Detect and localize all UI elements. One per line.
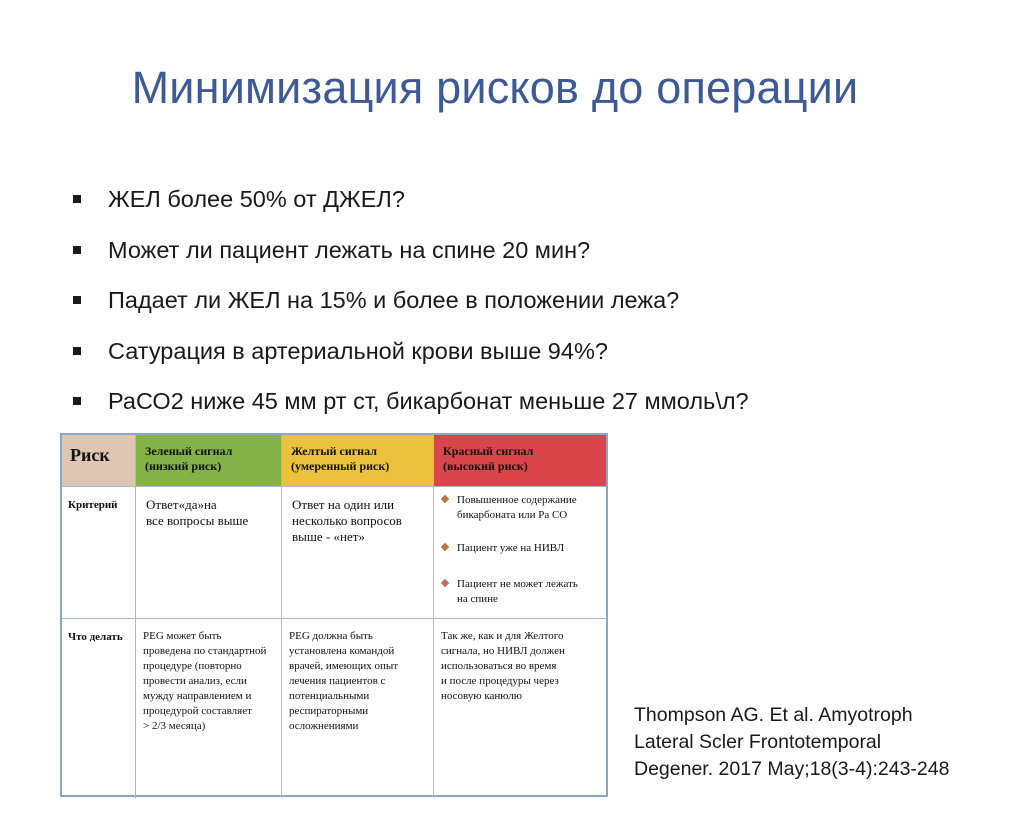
red-criteria-item: Повышенное содержание бикарбоната или Ра СО — [440, 493, 602, 523]
question-text: РаСО2 ниже 45 мм рт ст, бикарбонат меньше 27 ммоль\л? — [108, 388, 749, 414]
green-action-line: провести анализ, если — [143, 675, 247, 687]
questions-list — [68, 182, 749, 435]
yellow-signal-subtitle: (умеренный риск) — [291, 459, 390, 473]
green-criteria-line: все вопросы выше — [146, 513, 249, 528]
yellow-action-line: лечения пациентов с — [289, 675, 386, 687]
green-action-line: мужду направлением и — [143, 690, 252, 702]
red-action-line: носовую канюлю — [441, 690, 522, 702]
yellow-action-line: осложнениями — [289, 720, 359, 732]
diamond-bullet-icon — [441, 495, 449, 503]
square-bullet-icon — [73, 296, 81, 304]
red-action-cell — [433, 619, 606, 798]
criteria-label: Критерий — [68, 499, 118, 511]
question-item — [68, 283, 749, 317]
red-action-line: сигнала, но НИВЛ должен — [441, 645, 565, 657]
red-action-line: и после процедуры через — [441, 675, 559, 687]
red-criteria-list — [440, 493, 602, 607]
yellow-action-line: установлена командой — [289, 645, 395, 657]
risk-header-label: Риск — [70, 445, 110, 465]
green-action-line: проведена по стандартной — [143, 645, 267, 657]
square-bullet-icon — [73, 397, 81, 405]
square-bullet-icon — [73, 246, 81, 254]
green-criteria-line: Ответ«да»на — [146, 497, 217, 512]
question-item — [68, 182, 749, 216]
red-criteria-cell — [433, 487, 606, 619]
yellow-criteria-line: несколько вопросов — [292, 513, 402, 528]
red-action-line: Так же, как и для Желтого — [441, 630, 564, 642]
square-bullet-icon — [73, 195, 81, 203]
green-signal-header — [135, 435, 281, 486]
action-label: Что делать — [68, 631, 123, 643]
yellow-criteria-cell — [281, 487, 433, 619]
citation-line: Degener. 2017 May;18(3-4):243-248 — [634, 758, 950, 780]
yellow-criteria-line: выше - «нет» — [292, 529, 365, 544]
risk-header-cell — [62, 435, 135, 486]
red-action-line: использоваться во время — [441, 660, 557, 672]
criteria-row — [62, 486, 606, 619]
question-item — [68, 233, 749, 267]
green-action-line: процедуре (повторно — [143, 660, 242, 672]
green-signal-subtitle: (низкий риск) — [145, 459, 222, 473]
green-action-line: > 2/3 месяца) — [143, 720, 206, 732]
red-criteria-item: Пациент уже на НИВЛ — [440, 541, 602, 556]
action-row — [62, 618, 606, 798]
green-criteria-cell — [135, 487, 281, 619]
yellow-action-line: врачей, имеющих опыт — [289, 660, 399, 672]
criteria-label-cell — [62, 487, 135, 619]
citation-line: Lateral Scler Frontotemporal — [634, 731, 882, 753]
yellow-criteria-line: Ответ на один или — [292, 497, 395, 512]
risk-table — [60, 433, 608, 797]
red-signal-subtitle: (высокий риск) — [443, 459, 528, 473]
yellow-signal-header — [281, 435, 433, 486]
green-action-cell — [135, 619, 281, 798]
question-text: Может ли пациент лежать на спине 20 мин? — [108, 236, 591, 263]
yellow-action-cell — [281, 619, 433, 798]
red-criteria-item: Пациент не может лежать на спине — [440, 577, 602, 607]
question-text: ЖЕЛ более 50% от ДЖЕЛ? — [108, 186, 405, 212]
question-item — [68, 334, 749, 368]
yellow-action-line: потенциальными — [289, 690, 370, 702]
square-bullet-icon — [73, 347, 81, 355]
green-action-line: PEG может быть — [143, 630, 222, 642]
red-signal-header — [433, 435, 606, 486]
citation-line: Thompson AG. Et al. Amyotroph — [634, 704, 913, 726]
action-label-cell — [62, 619, 135, 798]
green-signal-title: Зеленый сигнал — [145, 444, 233, 458]
green-action-line: процедурой составляет — [143, 705, 252, 717]
diamond-bullet-icon — [441, 579, 449, 587]
table-header-row — [62, 435, 606, 486]
yellow-action-line: PEG должна быть — [289, 630, 373, 642]
yellow-signal-title: Желтый сигнал — [291, 444, 377, 458]
question-text: Сатурация в артериальной крови выше 94%? — [108, 337, 608, 364]
slide-title: Минимизация рисков до операции — [131, 62, 859, 113]
question-item — [68, 384, 749, 418]
yellow-action-line: респираторными — [289, 705, 369, 717]
question-text: Падает ли ЖЕЛ на 15% и более в положении лежа? — [108, 287, 680, 313]
citation — [634, 702, 949, 783]
diamond-bullet-icon — [441, 543, 449, 551]
red-signal-title: Красный сигнал — [443, 444, 534, 458]
